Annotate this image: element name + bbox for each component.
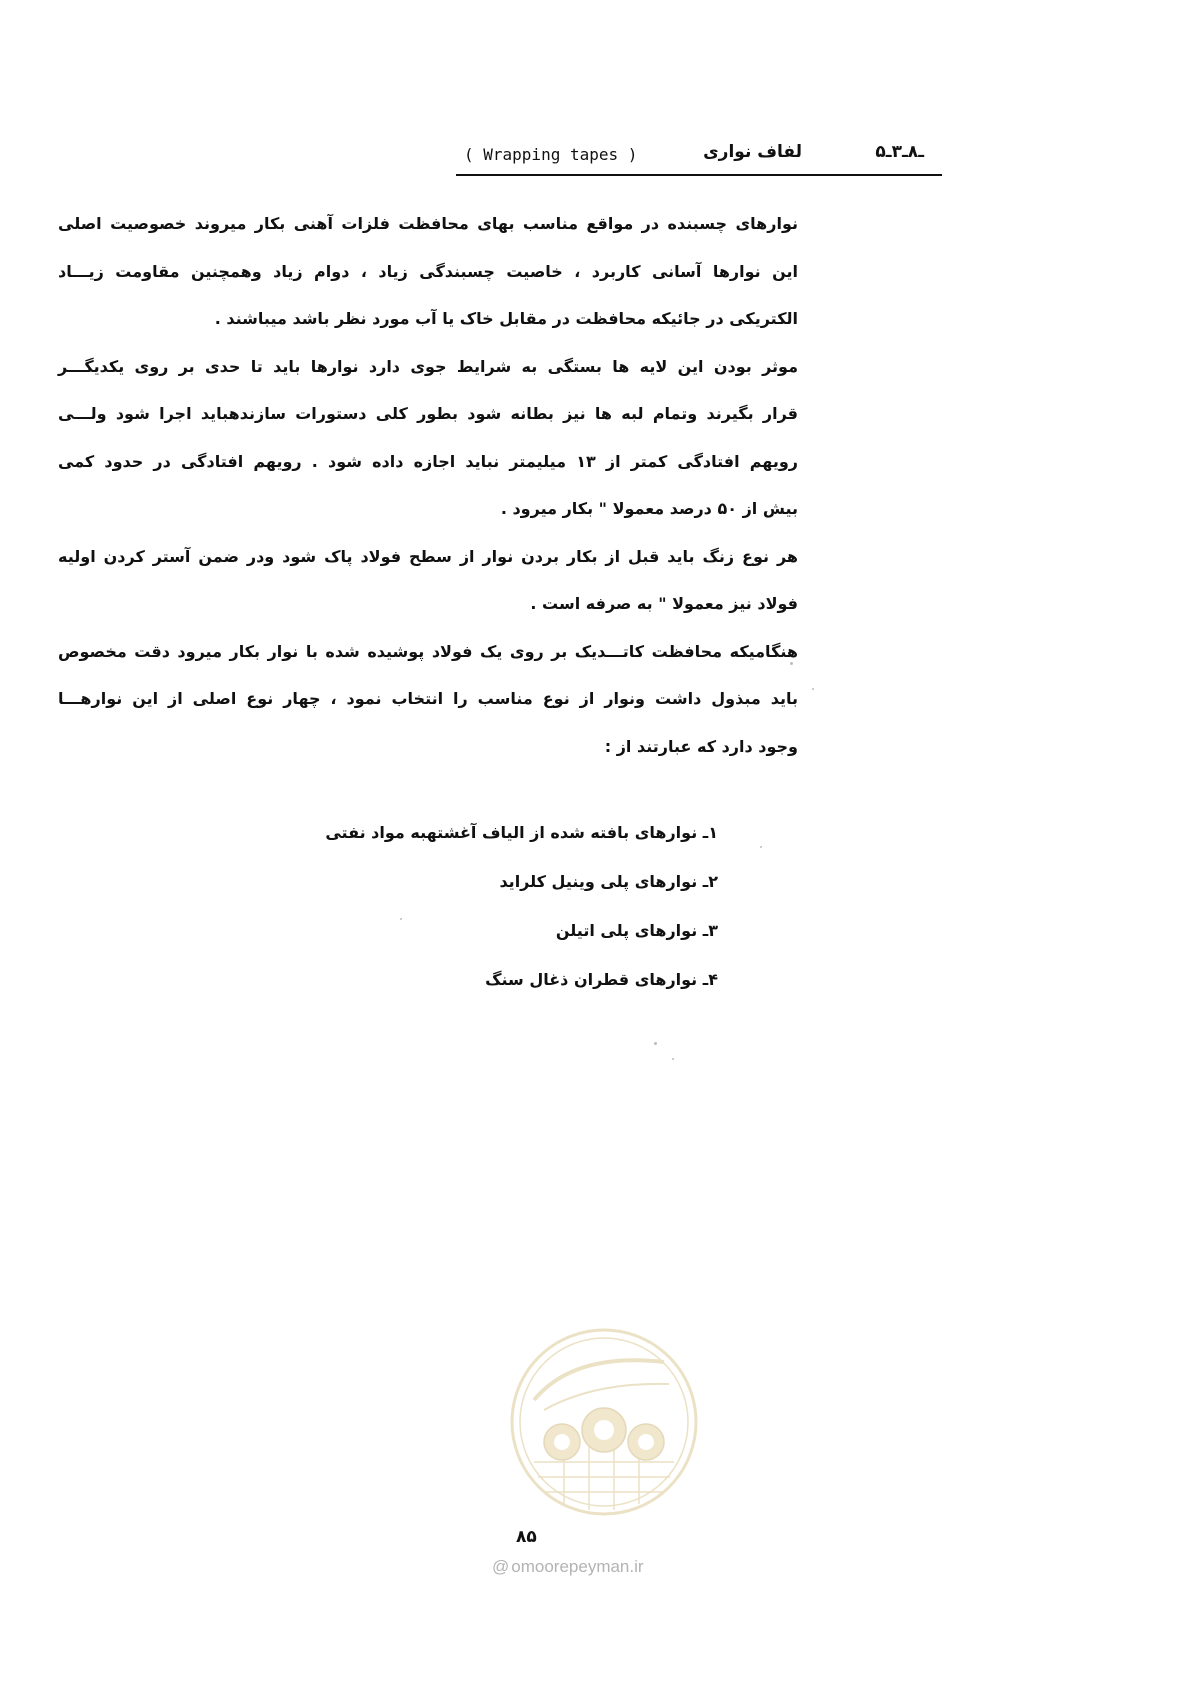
list-item: ۳ـ نوارهای پلی اتیلن: [555, 921, 718, 940]
paragraph-line: وجود دارد که عبارتند از :: [604, 736, 798, 756]
paragraph-2: [58, 343, 798, 533]
paragraph-3: [58, 533, 798, 628]
at-sign-icon: @: [492, 1557, 510, 1576]
list-item: ۲ـ نوارهای پلی وینیل کلراید: [499, 872, 718, 891]
list-item: ۱ـ نوارهای بافته شده از الیاف آغشتهبه مواد نفتی: [325, 823, 718, 842]
paragraph-line: فولاد نیز معمولا " به صرفه است .: [530, 594, 798, 613]
scan-speck: [790, 662, 793, 665]
scan-speck: [672, 1058, 674, 1060]
watermark-site: [492, 1557, 644, 1577]
tape-types-list: [278, 808, 718, 1004]
paragraph-line: باید مبذول داشت ونوار از نوع مناسب را انتخاب نمود ، چهار نوع اصلی از این نوارهـــا: [58, 689, 798, 708]
paragraph-1: [58, 200, 798, 343]
body-text: [58, 200, 798, 770]
logo-emblem-icon: [494, 1322, 714, 1522]
paragraph-line: الکتریکی در جائیکه محافظت در مقابل خاک یا آب مورد نظر باشد میباشند .: [214, 309, 798, 328]
paragraph-line: نوارهای چسبنده در مواقع مناسب بهای محافظت فلزات آهنی بکار میروند خصوصیت اصلی: [58, 214, 798, 233]
section-number: ۵ـ۸ـ۳ـ: [875, 142, 924, 162]
section-heading: [456, 138, 942, 176]
paragraph-line: هر نوع زنگ باید قبل از بکار بردن نوار از سطح فولاد پاک شود ودر ضمن آستر کردن اولیه: [58, 546, 798, 566]
page-number: ۸۵: [516, 1527, 537, 1547]
watermark-logo: [494, 1322, 714, 1522]
paragraph-line: این نوارها آسانی کاربرد ، خاصیت چسبندگی زیاد ، دوام زیاد وهمچنین مقاومت زیـــاد: [58, 261, 798, 281]
paragraph-line: بیش از ۵۰ درصد معمولا " بکار میرود .: [500, 499, 798, 518]
section-title: لفاف نواری: [703, 142, 802, 162]
scan-speck: [760, 846, 762, 848]
paragraph-line: رویهم افتادگی کمتر از ۱۳ میلیمتر نباید اجازه داده شود . رویهم افتادگی در حدود کمی: [58, 451, 799, 471]
paragraph-line: هنگامیکه محافظت کاتـــدیک بر روی یک فولاد پوشیده شده با نوار بکار میرود دقت مخصوص: [58, 641, 798, 661]
paragraph-line: قرار بگیرند وتمام لبه ها نیز بطانه شود بطور کلی دستورات سازندهباید اجرا شود ولـــی: [58, 404, 798, 423]
watermark-site-text: omoorepeyman.ir: [511, 1557, 644, 1576]
section-latin-title: ( Wrapping tapes ): [464, 145, 638, 164]
list-item: ۴ـ نوارهای قطران ذغال سنگ: [485, 970, 718, 989]
scan-speck: [654, 1042, 657, 1045]
paragraph-line: موثر بودن این لایه ها بستگی به شرایط جوی دارد نوارها باید تا حدی بر روی یکدیگـــر: [58, 356, 798, 376]
scan-speck: [812, 688, 814, 690]
scan-speck: [400, 918, 402, 920]
paragraph-4: [58, 628, 798, 771]
